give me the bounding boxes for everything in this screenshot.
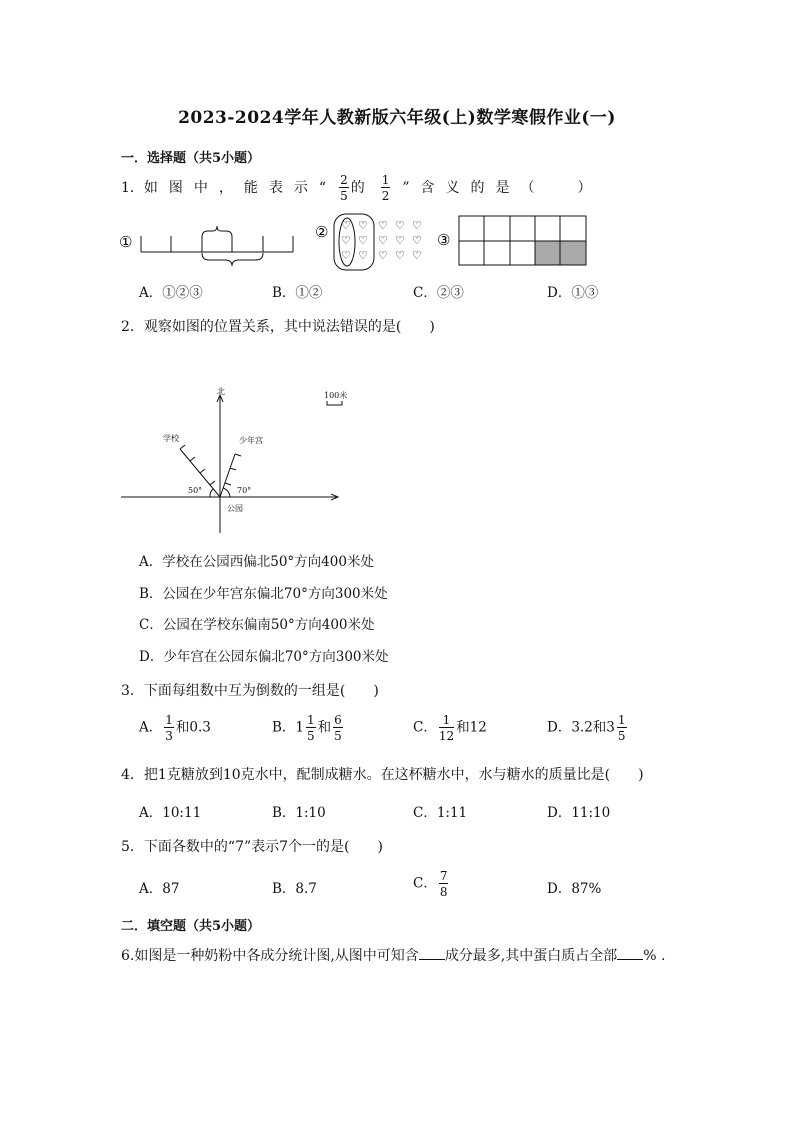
page-title: 2023-2024学年人教新版六年级(上)数学寒假作业(一) [178, 108, 616, 128]
svg-text:♡: ♡ [341, 234, 351, 247]
north-label: 北 [217, 387, 225, 396]
answer-blank[interactable] [419, 947, 445, 960]
svg-text:♡: ♡ [378, 234, 388, 247]
fraction: $\frac{2}{5}$ [340, 173, 348, 203]
direction-diagram [118, 383, 348, 533]
svg-text:♡: ♡ [358, 249, 368, 262]
scale-label: 100米 [324, 391, 348, 400]
q1-option-a[interactable]: A．①②③ [139, 285, 203, 301]
svg-text:♡: ♡ [358, 219, 368, 232]
svg-text:♡: ♡ [378, 249, 388, 262]
section-heading-choice: 一．选择题（共5小题） [121, 151, 261, 166]
question-5: 5．下面各数中的“7”表示7个一的是( ) [121, 839, 383, 855]
scale-bar [327, 401, 342, 405]
q1-option-c[interactable]: C．②③ [413, 285, 464, 301]
palace-label: 少年宫 [239, 436, 263, 445]
park-label: 公园 [227, 504, 243, 513]
q3-option-a[interactable]: A． $\frac{1}{3}$ 和0.3 [139, 713, 211, 743]
q5-option-a[interactable]: A．87 [139, 881, 180, 897]
grid-figure [459, 216, 586, 265]
q2-option-c[interactable]: C．公园在学校东偏南50°方向400米处 [139, 617, 375, 633]
question-1: 1．如图中，能表示“ $\frac{2}{5}$ 的 $\frac{1}{2}$ ”含义的是（ ） [121, 173, 592, 203]
q5-option-b[interactable]: B．8.7 [272, 881, 317, 897]
figure-1-label: ① [119, 233, 133, 251]
question-6: 6.如图是一种奶粉中各成分统计图,从图中可知含 成分最多,其中蛋白质占全部 % . [121, 948, 666, 964]
svg-text:♡: ♡ [341, 249, 351, 262]
q4-option-d[interactable]: D．11:10 [547, 805, 611, 821]
svg-text:♡: ♡ [412, 234, 422, 247]
figure-3-label: ③ [437, 231, 451, 249]
q2-option-b[interactable]: B．公园在少年宫东偏北70°方向300米处 [139, 586, 388, 602]
q5-option-d[interactable]: D．87% [547, 881, 602, 897]
q4-option-b[interactable]: B．1:10 [272, 805, 326, 821]
svg-text:♡: ♡ [395, 234, 405, 247]
grouping-oval [334, 214, 374, 270]
svg-text:♡: ♡ [341, 219, 351, 232]
q2-option-d[interactable]: D．少年宫在公园东偏北70°方向300米处 [139, 649, 389, 665]
question-3: 3．下面每组数中互为倒数的一组是( ) [121, 683, 379, 699]
q3-option-c[interactable]: C． $\frac{1}{12}$ 和12 [413, 713, 487, 743]
figure-2-label: ② [315, 223, 329, 241]
svg-text:♡: ♡ [395, 249, 405, 262]
question-4: 4．把1克糖放到10克水中，配制成糖水。在这杯糖水中，水与糖水的质量比是( ) [121, 767, 644, 783]
q3-option-d[interactable]: D．3.2和3 $\frac{1}{5}$ [547, 713, 626, 743]
q3-option-b[interactable]: B．1 $\frac{1}{5}$ 和 $\frac{6}{5}$ [272, 713, 342, 743]
angle-50-label: 50° [188, 486, 203, 495]
question-text: 如图中，能表示“ [143, 180, 338, 196]
angle-70-label: 70° [237, 486, 252, 495]
fraction: $\frac{1}{2}$ [381, 173, 390, 203]
answer-blank[interactable] [617, 947, 643, 960]
question-1-figures [115, 210, 595, 274]
school-label: 学校 [163, 434, 179, 443]
q5-option-c[interactable]: C． $\frac{7}{8}$ [413, 869, 448, 899]
svg-text:♡: ♡ [395, 219, 405, 232]
segment-line-figure [141, 226, 293, 266]
q2-option-a[interactable]: A．学校在公园西偏北50°方向400米处 [139, 554, 374, 570]
question-2: 2．观察如图的位置关系，其中说法错误的是( ) [121, 319, 435, 335]
q1-option-b[interactable]: B．①② [272, 285, 323, 301]
svg-text:♡: ♡ [358, 234, 368, 247]
question-number: 1． [121, 180, 144, 196]
svg-text:♡: ♡ [412, 219, 422, 232]
svg-text:♡: ♡ [378, 219, 388, 232]
section-heading-fill: 二．填空题（共5小题） [121, 919, 261, 934]
q4-option-a[interactable]: A．10:11 [139, 805, 202, 821]
svg-text:♡: ♡ [412, 249, 422, 262]
q4-option-c[interactable]: C．1:11 [413, 805, 468, 821]
q1-option-d[interactable]: D．①③ [547, 285, 599, 301]
